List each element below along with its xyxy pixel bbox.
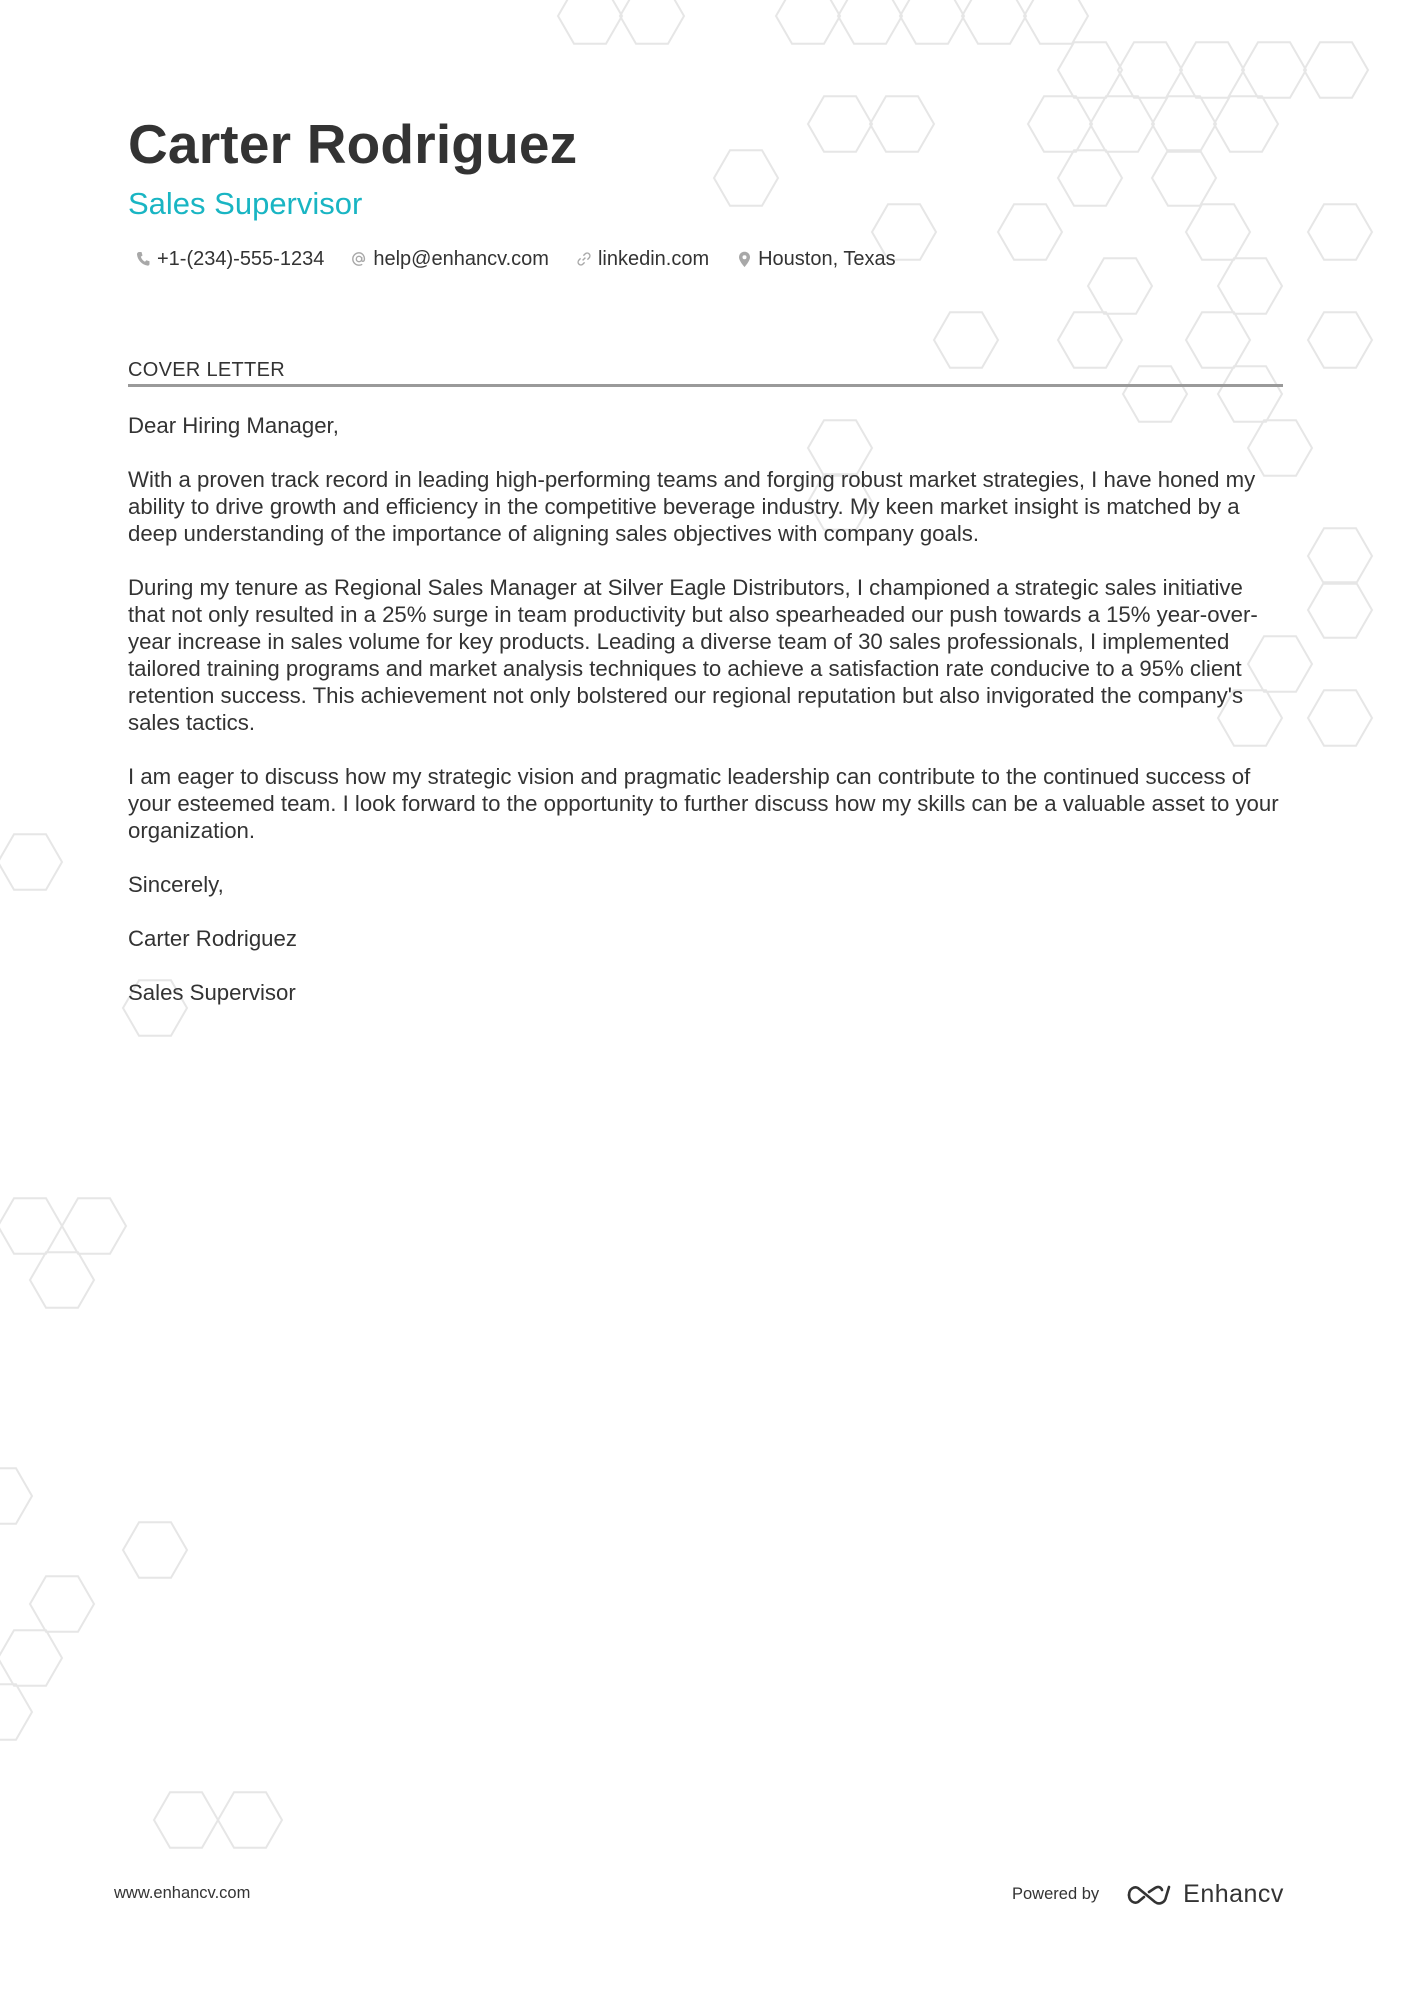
letter-greeting: Dear Hiring Manager, [128,413,339,438]
enhancv-logo-icon [1125,1882,1173,1908]
contact-email[interactable] [350,244,549,274]
candidate-job-title: Sales Supervisor [128,186,363,221]
contact-linkedin-text: linkedin.com [597,248,710,270]
contact-info-row [134,244,922,274]
signature-name: Carter Rodriguez [128,926,297,951]
at-icon [350,250,368,268]
contact-linkedin[interactable] [575,244,709,274]
link-icon [575,250,593,268]
letter-paragraph: I am eager to discuss how my strategic vision and pragmatic leadership can contribute to the continued success of your esteemed team. I look forward to the opportunity to further discuss how my skills can be a valuable asset to your organization. [128,764,1279,843]
enhancv-brand-name: Enhancv [1183,1880,1284,1908]
powered-by-branding[interactable] [1012,1880,1284,1909]
powered-by-label: Powered by [1012,1885,1100,1903]
letter-paragraph: During my tenure as Regional Sales Manager at Silver Eagle Distributors, I championed a strategic sales initiative that not only resulted in a 25% surge in team productivity but also spearheaded our push towards a 15% year-over-year increase in sales volume for key products. Leading a diverse team of 30 sales professionals, I implemented tailored training programs and market analysis techniques to achieve a satisfaction rate conducive to a 95% client retention success. This achievement not only bolstered our regional reputation but also invigorated the company's sales tactics. [128,575,1258,735]
phone-icon [134,250,152,268]
letter-paragraph: With a proven track record in leading high-performing teams and forging robust market strategies, I have honed my ability to drive growth and efficiency in the competitive beverage industry. My keen market insight is matched by a deep understanding of the importance of aligning sales objectives with company goals. [128,467,1256,546]
footer-website-link[interactable]: www.enhancv.com [114,1884,251,1902]
signature-title: Sales Supervisor [128,980,296,1005]
location-pin-icon [735,250,753,268]
section-title-cover-letter: COVER LETTER [128,359,285,381]
candidate-name: Carter Rodriguez [128,113,578,175]
contact-location-text: Houston, Texas [758,248,896,270]
contact-email-text: help@enhancv.com [373,248,549,270]
contact-location [735,244,896,274]
section-divider [128,384,1283,387]
contact-phone-text: +1-(234)-555-1234 [157,248,325,270]
letter-closing: Sincerely, [128,872,224,897]
letter-body [128,412,1286,1033]
contact-phone[interactable] [134,244,324,274]
